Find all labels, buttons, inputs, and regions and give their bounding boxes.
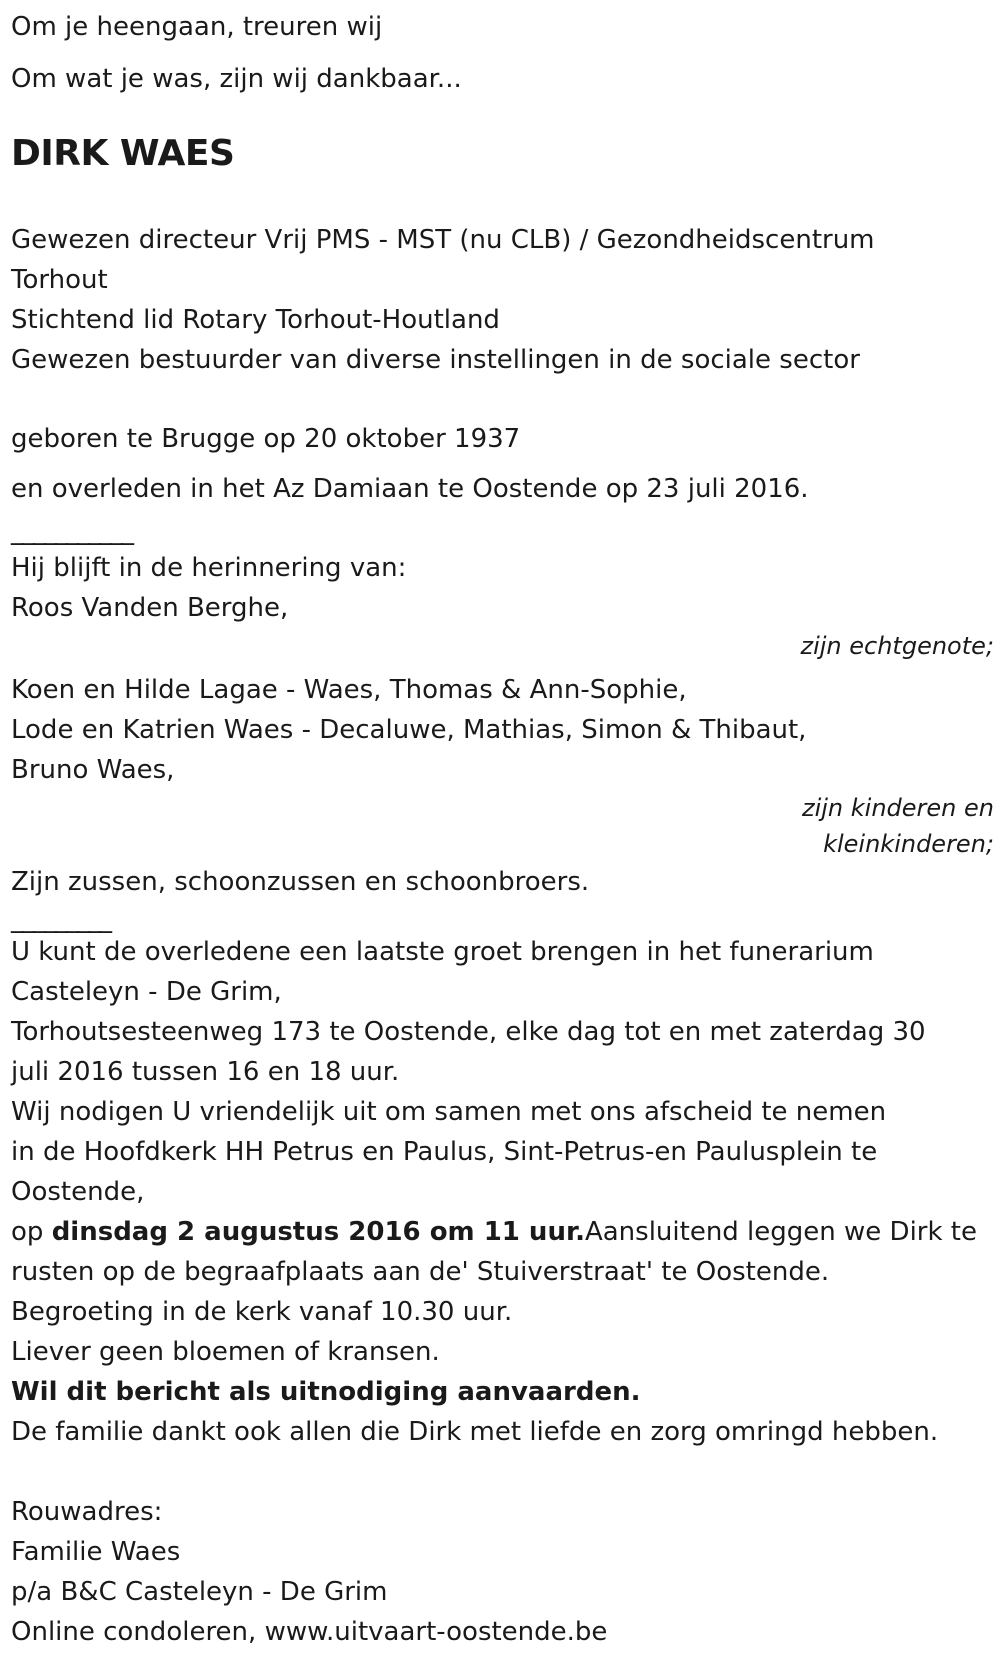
visit-line: juli 2016 tussen 16 en 18 uur. — [11, 1057, 400, 1087]
visit-line: Torhoutsesteenweg 173 te Oostende, elke dag tot en met zaterdag 30 — [11, 1017, 926, 1047]
spouse-name: Roos Vanden Berghe, — [11, 593, 289, 623]
address-family: Familie Waes — [11, 1537, 181, 1567]
flowers-line: Liever geen bloemen of kransen. — [11, 1337, 440, 1367]
siblings-line: Zijn zussen, schoonzussen en schoonbroers. — [11, 867, 590, 897]
title-line: Gewezen bestuurder van diverse instellingen in de sociale sector — [11, 345, 860, 375]
service-datetime: dinsdag 2 augustus 2016 om 11 uur. — [51, 1217, 585, 1247]
address-label: Rouwadres: — [11, 1497, 163, 1527]
child-line: Bruno Waes, — [11, 755, 175, 785]
children-role-line-1: zijn kinderen en — [802, 794, 994, 822]
children-role-line-2: kleinkinderen; — [823, 830, 994, 858]
mourners-block — [11, 548, 996, 902]
thanks-line: De familie dankt ook allen die Dirk met liefde en zorg omringd hebben. — [11, 1417, 939, 1447]
visit-line: Casteleyn - De Grim, — [11, 977, 282, 1007]
birth-line: geboren te Brugge op 20 oktober 1937 — [11, 424, 521, 454]
visit-line: U kunt de overledene een laatste groet brengen in het funerarium — [11, 937, 874, 967]
service-prefix: op — [11, 1217, 52, 1247]
title-line: Gewezen directeur Vrij PMS - MST (nu CLB) / Gezondheidscentrum — [11, 225, 875, 255]
visit-line: Wij nodigen U vriendelijk uit om samen met ons afscheid te nemen — [11, 1097, 887, 1127]
divider-1: ___________ — [11, 516, 132, 546]
mourners-intro: Hij blijft in de herinnering van: — [11, 553, 407, 583]
divider-2: _________ — [11, 904, 110, 934]
child-line: Koen en Hilde Lagae - Waes, Thomas & Ann-Sophie, — [11, 675, 687, 705]
service-suffix: Aansluitend leggen we Dirk te — [584, 1217, 977, 1247]
visit-line: Oostende, — [11, 1177, 145, 1207]
death-line: en overleden in het Az Damiaan te Oostende op 23 juli 2016. — [11, 474, 809, 504]
title-line: Torhout — [11, 265, 108, 295]
address-care-of: p/a B&C Casteleyn - De Grim — [11, 1577, 388, 1607]
title-line: Stichtend lid Rotary Torhout-Houtland — [11, 305, 500, 335]
spouse-role: zijn echtgenote; — [800, 632, 994, 660]
titles-block — [11, 220, 996, 380]
visit-line: in de Hoofdkerk HH Petrus en Paulus, Sint-Petrus-en Paulusplein te — [11, 1137, 878, 1167]
burial-line: rusten op de begraafplaats aan de' Stuiverstraat' te Oostende. — [11, 1257, 830, 1287]
invitation-line: Wil dit bericht als uitnodiging aanvaarden. — [11, 1377, 641, 1407]
online-condolence-line: Online condoleren, www.uitvaart-oostende.be — [11, 1617, 608, 1647]
child-line: Lode en Katrien Waes - Decaluwe, Mathias, Simon & Thibaut, — [11, 715, 807, 745]
greeting-line: Begroeting in de kerk vanaf 10.30 uur. — [11, 1297, 513, 1327]
intro-line-2: Om wat je was, zijn wij dankbaar... — [11, 64, 462, 94]
deceased-name: DIRK WAES — [11, 133, 235, 174]
address-block — [11, 1492, 996, 1652]
obituary-notice — [11, 0, 996, 1652]
intro-line-1: Om je heengaan, treuren wij — [11, 12, 383, 42]
service-line — [11, 1212, 996, 1252]
arrangements-block — [11, 932, 996, 1452]
